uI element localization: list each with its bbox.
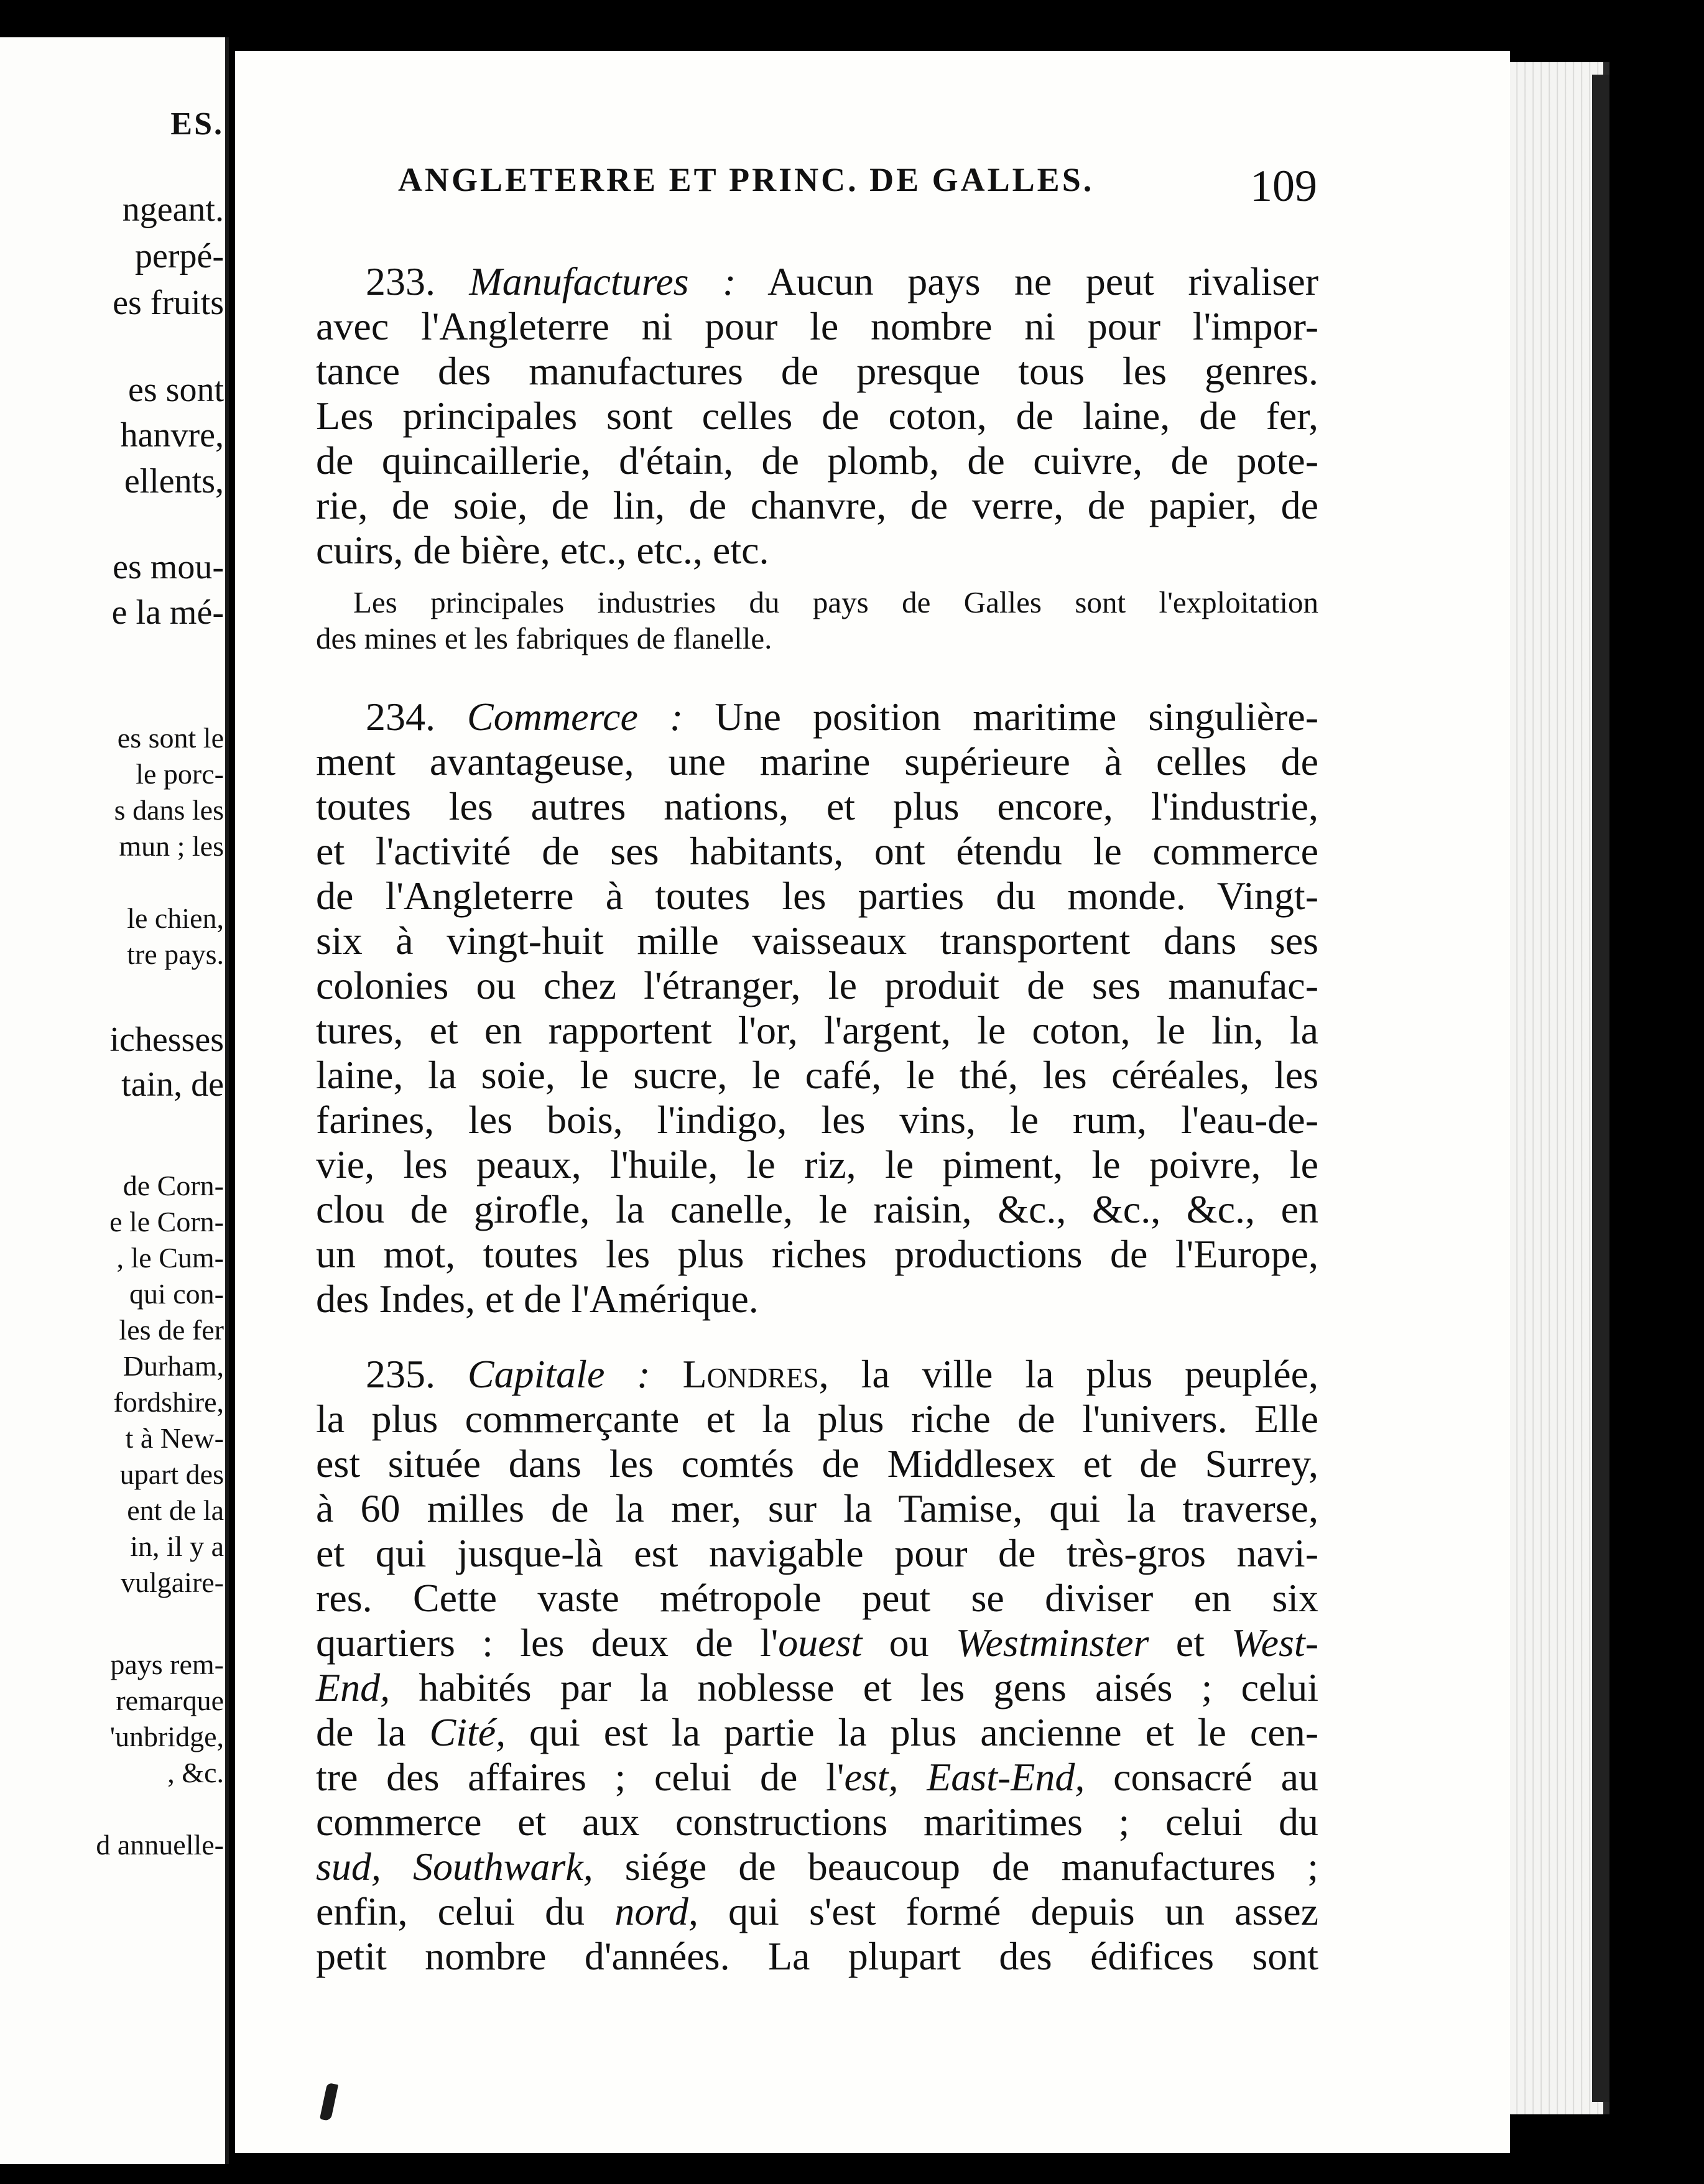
left-page-line: vulgaire-: [120, 1566, 224, 1598]
paragraph-line: sud, Southwark, siége de beaucoup de manufactures ;: [316, 1844, 1319, 1889]
left-page-line: s dans les: [114, 794, 224, 826]
left-page-line: les de fer: [119, 1314, 224, 1346]
section-note-line: des mines et les fabriques de flanelle.: [316, 621, 772, 655]
paragraph-line: tures, et en rapportent l'or, l'argent, le coton, le lin, la: [316, 1008, 1318, 1052]
left-page-line: ent de la: [127, 1494, 224, 1526]
paragraph-line: de quincaillerie, d'étain, de plomb, de cuivre, de pote-: [316, 438, 1318, 483]
paragraph-line: tance des manufactures de presque tous les genres.: [316, 349, 1318, 393]
left-page-line: e le Corn-: [109, 1206, 224, 1238]
section-number: 235.: [366, 1352, 435, 1396]
paragraph-line: farines, les bois, l'indigo, les vins, le rum, l'eau-de-: [316, 1098, 1318, 1142]
paragraph-line: ment avantageuse, une marine supérieure à celles de: [316, 739, 1318, 784]
paragraph-line: la plus commerçante et la plus riche de l'univers. Elle: [316, 1397, 1318, 1441]
left-page-line: fordshire,: [113, 1386, 224, 1418]
left-page-line: de Corn-: [123, 1170, 224, 1201]
city-name: Londres: [682, 1352, 819, 1396]
book-edge-shadow: [1592, 75, 1609, 2102]
left-page-line: es mou-: [113, 548, 224, 586]
section-title: Commerce :: [467, 695, 683, 739]
left-page-line: perpé-: [134, 237, 224, 275]
left-page-line: hanvre,: [120, 416, 224, 455]
paragraph-line: un mot, toutes les plus riches productions de l'Europe,: [316, 1232, 1318, 1276]
paragraph-line: Les principales sont celles de coton, de laine, de fer,: [316, 394, 1318, 438]
paragraph-line: quartiers : les deux de l'ouest ou Westminster et West-: [316, 1621, 1319, 1665]
paragraph-line: est située dans les comtés de Middlesex et de Surrey,: [316, 1441, 1318, 1486]
section-title: Capitale :: [467, 1352, 651, 1396]
previous-page: [0, 37, 229, 2164]
left-page-line: t à New-: [125, 1422, 224, 1454]
section-234-line-1: 234. Commerce : Une position maritime singulière-: [366, 695, 1319, 739]
section-title: Manufactures :: [469, 259, 736, 303]
left-page-line: , le Cum-: [116, 1242, 224, 1274]
section-235-line-1: 235. Capitale : Londres, la ville la plus peuplée,: [366, 1352, 1319, 1396]
left-page-line: es sont: [128, 371, 224, 409]
page-number: 109: [1250, 161, 1317, 211]
paragraph-line: enfin, celui du nord, qui s'est formé depuis un assez: [316, 1889, 1319, 1933]
paragraph-line: de l'Angleterre à toutes les parties du monde. Vingt-: [316, 874, 1318, 918]
paragraph-line: tre des affaires ; celui de l'est, East-End, consacré au: [316, 1755, 1319, 1799]
paragraph-line: commerce et aux constructions maritimes ; celui du: [316, 1800, 1318, 1844]
left-page-line: es sont le: [117, 722, 224, 754]
left-page-line: e la mé-: [111, 593, 224, 632]
paragraph-line: End, habités par la noblesse et les gens aisés ; celui: [316, 1665, 1318, 1710]
paragraph-line: six à vingt-huit mille vaisseaux transportent dans ses: [316, 918, 1318, 963]
paragraph-line: toutes les autres nations, et plus encore, l'industrie,: [316, 784, 1318, 828]
left-page-line: 'unbridge,: [109, 1721, 224, 1752]
paragraph-line: cuirs, de bière, etc., etc., etc.: [316, 528, 769, 572]
paragraph-line: vie, les peaux, l'huile, le riz, le piment, le poivre, le: [316, 1142, 1318, 1187]
section-number: 234.: [366, 695, 435, 739]
section-233-line-1: 233. Manufactures : Aucun pays ne peut rivaliser: [366, 259, 1319, 303]
left-page-line: mun ; les: [119, 830, 224, 862]
paragraph-line: rie, de soie, de lin, de chanvre, de verre, de papier, de: [316, 483, 1318, 527]
paragraph-line: colonies ou chez l'étranger, le produit de ses manufac-: [316, 963, 1318, 1007]
running-head: ANGLETERRE ET PRINC. DE GALLES.: [398, 161, 1095, 198]
paragraph-line: clou de girofle, la canelle, le raisin, &c., &c., &c., en: [316, 1187, 1318, 1231]
left-page-line: , &c.: [167, 1757, 224, 1788]
left-page-line: es fruits: [113, 284, 224, 322]
left-page-line: Durham,: [123, 1350, 224, 1382]
left-page-line: tre pays.: [127, 938, 224, 970]
paragraph-line: et l'activité de ses habitants, ont étendu le commerce: [316, 829, 1318, 873]
left-page-line: ichesses: [109, 1020, 224, 1059]
left-page-line: tain, de: [121, 1065, 224, 1104]
paragraph-line: des Indes, et de l'Amérique.: [316, 1277, 759, 1321]
paragraph-line: laine, la soie, le sucre, le café, le thé, les céréales, les: [316, 1053, 1318, 1097]
paragraph-line: res. Cette vaste métropole peut se diviser en six: [316, 1576, 1318, 1620]
left-page-line: in, il y a: [130, 1530, 224, 1562]
left-page-line: remarque: [116, 1685, 224, 1716]
paragraph-line: petit nombre d'années. La plupart des édifices sont: [316, 1934, 1318, 1978]
left-page-line: ngeant.: [122, 190, 224, 229]
paragraph-line: avec l'Angleterre ni pour le nombre ni pour l'impor-: [316, 304, 1318, 348]
left-page-line: ellents,: [124, 462, 224, 501]
section-number: 233.: [366, 259, 435, 303]
left-header-fragment: ES.: [170, 106, 224, 142]
paragraph-line: à 60 milles de la mer, sur la Tamise, qui la traverse,: [316, 1486, 1318, 1530]
paragraph-line: et qui jusque-là est navigable pour de très-gros navi-: [316, 1531, 1318, 1575]
left-page-line: upart des: [119, 1458, 224, 1490]
paragraph-line: de la Cité, qui est la partie la plus ancienne et le cen-: [316, 1710, 1319, 1754]
section-note-line: Les principales industries du pays de Galles sont l'exploitation: [353, 585, 1318, 619]
left-page-line: d annuelle-: [96, 1829, 224, 1861]
left-page-line: qui con-: [129, 1278, 224, 1310]
left-page-line: pays rem-: [110, 1649, 224, 1680]
left-page-line: le chien,: [127, 902, 224, 934]
left-page-line: le porc-: [136, 758, 224, 790]
